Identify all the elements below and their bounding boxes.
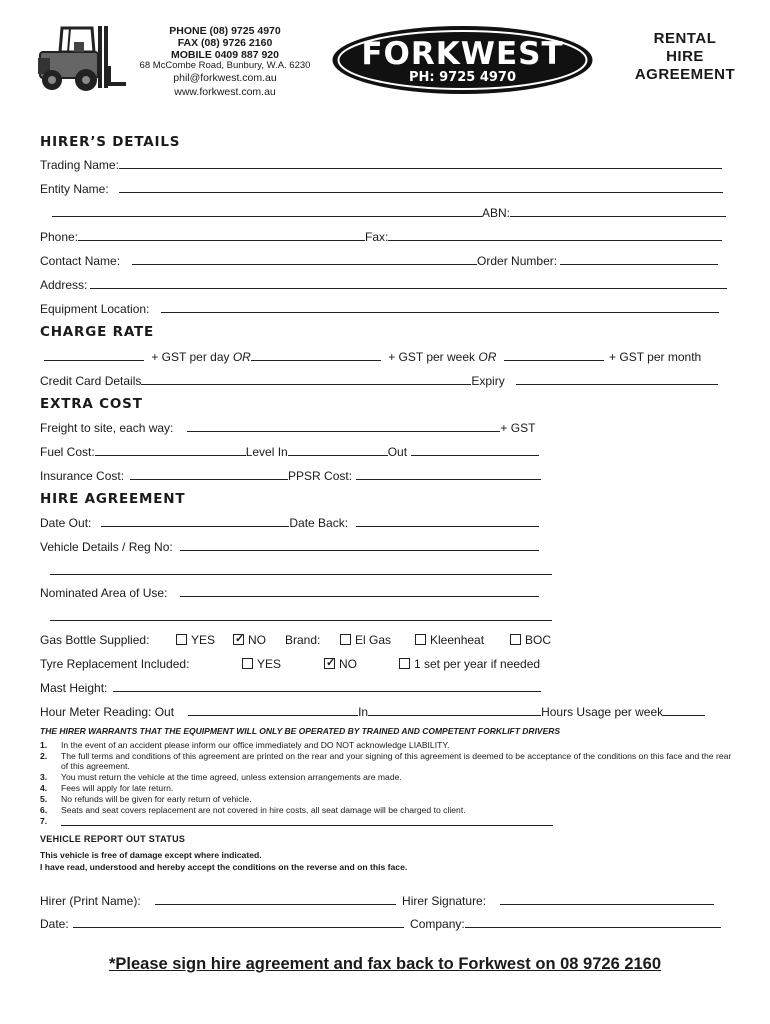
hour-meter-row: [40, 705, 705, 719]
abn-field[interactable]: [510, 206, 726, 217]
or-label: OR: [232, 350, 251, 364]
condition-7-field[interactable]: [61, 825, 553, 826]
charge-rate-row: [44, 350, 701, 364]
hour-meter-label: Hour Meter Reading: Out: [40, 705, 175, 719]
gas-yes-option[interactable]: [176, 633, 215, 647]
tyre-set-option[interactable]: [399, 657, 540, 671]
gas-no-label: NO: [248, 633, 266, 647]
contact-name-field[interactable]: [132, 254, 477, 265]
fax-label: Fax:: [365, 230, 389, 244]
company-field[interactable]: [465, 917, 721, 928]
warranty-statement: THE HIRER WARRANTS THAT THE EQUIPMENT WILL ONLY BE OPERATED BY TRAINED AND COMPETENT FORKLIFT DRIVERS: [40, 726, 561, 736]
level-out-field[interactable]: [411, 445, 539, 456]
svg-text:PH: 9725 4970: PH: 9725 4970: [408, 70, 517, 85]
document-title: [600, 30, 770, 84]
dates-row: [40, 516, 539, 530]
hirer-print-name-field[interactable]: [155, 894, 396, 905]
email-address: phil@forkwest.com.au: [173, 72, 277, 84]
date-field[interactable]: [73, 917, 404, 928]
forklift-illustration: [34, 22, 126, 94]
equipment-location-row: [40, 302, 719, 316]
mast-height-label: Mast Height:: [40, 681, 108, 695]
mobile-number: MOBILE 0409 887 920: [171, 49, 279, 61]
freight-label: Freight to site, each way:: [40, 421, 174, 435]
equipment-location-label: Equipment Location:: [40, 302, 150, 316]
tyre-yes-option[interactable]: [242, 657, 281, 671]
vehicle-details-row: [40, 540, 539, 554]
tyre-set-label: 1 set per year if needed: [414, 657, 541, 671]
tyre-replacement-label: Tyre Replacement Included:: [40, 657, 190, 671]
contact-name-row: [40, 254, 718, 268]
hours-usage-field[interactable]: [663, 705, 705, 716]
entity-name-field[interactable]: [119, 182, 723, 193]
fax-back-instruction: *Please sign hire agreement and fax back to Forkwest on 08 9726 2160: [108, 955, 662, 973]
gas-yes-label: YES: [191, 633, 216, 647]
credit-card-field[interactable]: [141, 374, 471, 385]
vehicle-details-continued-row: [50, 564, 552, 578]
hirer-details-heading: HIRER’S DETAILS: [40, 134, 181, 150]
hirer-print-name-label: Hirer (Print Name):: [40, 894, 141, 908]
address-row: [40, 278, 727, 292]
insurance-cost-label: Insurance Cost:: [40, 469, 125, 483]
vehicle-details-continued-field[interactable]: [50, 564, 552, 575]
tyre-set-checkbox[interactable]: [399, 658, 410, 669]
date-back-label: Date Back:: [289, 516, 349, 530]
fuel-cost-label: Fuel Cost:: [40, 445, 95, 459]
rate-per-week-field[interactable]: [251, 350, 381, 361]
fuel-cost-field[interactable]: [95, 445, 246, 456]
trading-name-row: [40, 158, 722, 172]
charge-rate-heading: CHARGE RATE: [40, 324, 155, 340]
contact-name-label: Contact Name:: [40, 254, 121, 268]
hour-meter-out-field[interactable]: [188, 705, 358, 716]
kleenheat-option[interactable]: [415, 633, 484, 647]
website-url: www.forkwest.com.au: [174, 86, 276, 98]
title-line: AGREEMENT: [634, 66, 736, 83]
hirer-signature-field[interactable]: [500, 894, 714, 905]
date-out-field[interactable]: [101, 516, 289, 527]
nominated-area-continued-row: [50, 610, 552, 624]
hours-usage-label: Hours Usage per week: [541, 705, 664, 719]
vehicle-report-line-2: I have read, understood and hereby accept the conditions on the reverse and on this face.: [40, 862, 408, 872]
vehicle-details-label: Vehicle Details / Reg No:: [40, 540, 173, 554]
expiry-field[interactable]: [516, 374, 718, 385]
freight-row: [40, 421, 535, 435]
order-number-label: Order Number:: [477, 254, 558, 268]
extra-cost-heading: EXTRA COST: [40, 396, 143, 412]
tyre-yes-label: YES: [257, 657, 282, 671]
fax-field[interactable]: [388, 230, 722, 241]
trading-name-label: Trading Name:: [40, 158, 119, 172]
hour-meter-in-field[interactable]: [368, 705, 541, 716]
nominated-area-row: [40, 586, 539, 600]
gas-yes-checkbox[interactable]: [176, 634, 187, 645]
forkwest-logo: [330, 24, 595, 96]
order-number-field[interactable]: [560, 254, 718, 265]
gas-bottle-label: Gas Bottle Supplied:: [40, 633, 150, 647]
ppsr-cost-field[interactable]: [356, 469, 541, 480]
entity-name-row: [40, 182, 723, 196]
tyre-no-option[interactable]: [324, 657, 357, 671]
address-label: Address:: [40, 278, 88, 292]
expiry-label: Expiry: [471, 374, 505, 388]
trading-name-field[interactable]: [119, 158, 722, 169]
insurance-row: [40, 469, 541, 483]
rate-per-month-field[interactable]: [504, 350, 604, 361]
hirer-signature-row: [40, 894, 714, 908]
level-in-field[interactable]: [288, 445, 388, 456]
date-label: Date:: [40, 917, 69, 931]
brand-label: Brand:: [285, 633, 321, 647]
svg-text:FORKWEST: FORKWEST: [361, 36, 564, 72]
gas-no-option[interactable]: [233, 633, 266, 647]
equipment-location-field[interactable]: [161, 302, 719, 313]
hour-meter-in-label: In: [358, 705, 369, 719]
credit-card-label: Credit Card Details: [40, 374, 142, 388]
mast-height-row: [40, 681, 541, 695]
fuel-row: [40, 445, 539, 459]
per-week-label: + GST per week: [388, 350, 476, 364]
hire-agreement-heading: HIRE AGREEMENT: [40, 491, 186, 507]
nominated-area-continued-field[interactable]: [50, 610, 552, 621]
phone-number: PHONE (08) 9725 4970: [169, 25, 281, 37]
entity-name-continued-field[interactable]: [52, 206, 482, 217]
company-label: Company:: [410, 917, 465, 931]
kleenheat-checkbox[interactable]: [415, 634, 426, 645]
nominated-area-field[interactable]: [180, 586, 539, 597]
credit-card-row: [40, 374, 718, 388]
per-day-label: + GST per day: [151, 350, 230, 364]
date-out-label: Date Out:: [40, 516, 92, 530]
title-line: HIRE: [666, 48, 704, 65]
date-company-row: [40, 917, 721, 931]
tyre-no-checkbox[interactable]: [324, 658, 335, 669]
insurance-cost-field[interactable]: [130, 469, 288, 480]
el-gas-option[interactable]: [340, 633, 391, 647]
vehicle-report-line-1: This vehicle is free of damage except where indicated.: [40, 850, 262, 860]
boc-label: BOC: [525, 633, 552, 647]
freight-gst-label: + GST: [500, 421, 536, 435]
address-field[interactable]: [90, 278, 727, 289]
mast-height-field[interactable]: [113, 681, 541, 692]
ppsr-cost-label: PPSR Cost:: [288, 469, 353, 483]
vehicle-details-field[interactable]: [180, 540, 539, 551]
gas-no-checkbox[interactable]: [233, 634, 244, 645]
freight-field[interactable]: [187, 421, 500, 432]
el-gas-label: El Gas: [355, 633, 392, 647]
boc-option[interactable]: [510, 633, 551, 647]
phone-fax-row: [40, 230, 722, 244]
phone-label: Phone:: [40, 230, 79, 244]
street-address: 68 McCombe Road, Bunbury, W.A. 6230: [139, 60, 311, 71]
fax-number: FAX (08) 9726 2160: [177, 37, 273, 49]
level-in-label: Level In: [245, 445, 288, 459]
hirer-signature-label: Hirer Signature:: [402, 894, 487, 908]
level-out-label: Out: [387, 445, 408, 459]
tyre-no-label: NO: [339, 657, 357, 671]
date-back-field[interactable]: [356, 516, 539, 527]
or-label: OR: [478, 350, 497, 364]
title-line: RENTAL: [653, 30, 717, 47]
tyre-yes-checkbox[interactable]: [242, 658, 253, 669]
abn-row: [52, 206, 726, 220]
vehicle-report-heading: VEHICLE REPORT OUT STATUS: [40, 834, 186, 844]
gas-bottle-row: [40, 633, 560, 647]
phone-field[interactable]: [78, 230, 365, 241]
kleenheat-label: Kleenheat: [430, 633, 485, 647]
el-gas-checkbox[interactable]: [340, 634, 351, 645]
rate-per-day-field[interactable]: [44, 350, 144, 361]
nominated-area-label: Nominated Area of Use:: [40, 586, 168, 600]
boc-checkbox[interactable]: [510, 634, 521, 645]
conditions-list: 1. In the event of an accident please inform our office immediately and DO NOT acknowledge LIABILITY. 2. The full terms and conditions of this agreement are printed on the rear and your signing of this agreement is deemed to be acceptance of the conditions on this face and the rear of this agreement. 3. You must return the vehicle at the time agreed, unless extension arrangements are made. 4. Fees will apply for late return. 5. No refunds will be given for early return of vehicle. 6. Seats and seat covers replacement are not covered in hire costs, all seat damage will be charged to client. 7.: [40, 740, 732, 826]
tyre-replacement-row: [40, 657, 560, 671]
abn-label: ABN:: [482, 206, 511, 220]
per-month-label: + GST per month: [609, 350, 702, 364]
entity-name-label: Entity Name:: [40, 182, 109, 196]
